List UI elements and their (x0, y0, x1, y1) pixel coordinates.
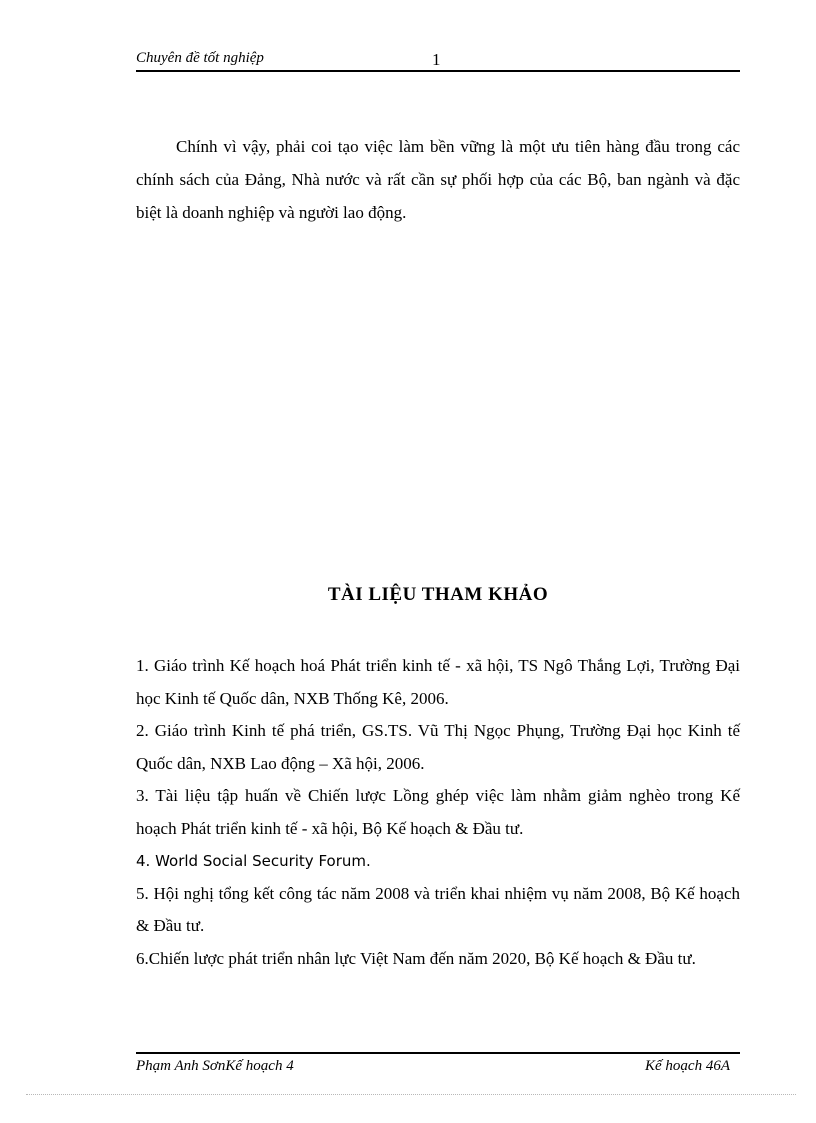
page-footer (136, 1052, 740, 1076)
page-boundary-divider (26, 1094, 796, 1095)
reference-item: 4. World Social Security Forum. (136, 852, 371, 870)
reference-item: 5. Hội nghị tổng kết công tác năm 2008 và triển khai nhiệm vụ năm 2008, Bộ Kế hoạch & Đầu tư. (136, 883, 740, 935)
reference-item: 3. Tài liệu tập huấn về Chiến lược Lồng ghép việc làm nhằm giảm nghèo trong Kế hoạch Phát triển kinh tế - xã hội, Bộ Kế hoạch & Đầu tư. (136, 786, 740, 838)
footer-author: Phạm Anh SơnKế hoạch 4 (136, 1058, 294, 1074)
page-number: 1 (432, 50, 441, 69)
footer-class: Kế hoạch 46A (645, 1058, 730, 1074)
header-title: Chuyên đề tốt nghiệp (136, 50, 264, 66)
reference-item: 2. Giáo trình Kinh tế phá triển, GS.TS. Vũ Thị Ngọc Phụng, Trường Đại học Kinh tế Quốc dân, NXB Lao động – Xã hội, 2006. (136, 721, 740, 773)
reference-item: 1. Giáo trình Kế hoạch hoá Phát triển kinh tế - xã hội, TS Ngô Thắng Lợi, Trường Đại học Kinh tế Quốc dân, NXB Thống Kê, 2006. (136, 656, 740, 708)
references-list (136, 650, 740, 975)
page-header (136, 48, 740, 72)
references-heading: TÀI LIỆU THAM KHẢO (327, 584, 549, 605)
reference-item: 6.Chiến lược phát triển nhân lực Việt Nam đến năm 2020, Bộ Kế hoạch & Đầu tư. (136, 948, 696, 968)
intro-paragraph: Chính vì vậy, phải coi tạo việc làm bền vững là một ưu tiên hàng đầu trong các chính sách của Đảng, Nhà nước và rất cần sự phối hợp của các Bộ, ban ngành và đặc biệt là doanh nghiệp và người lao động. (136, 137, 740, 222)
